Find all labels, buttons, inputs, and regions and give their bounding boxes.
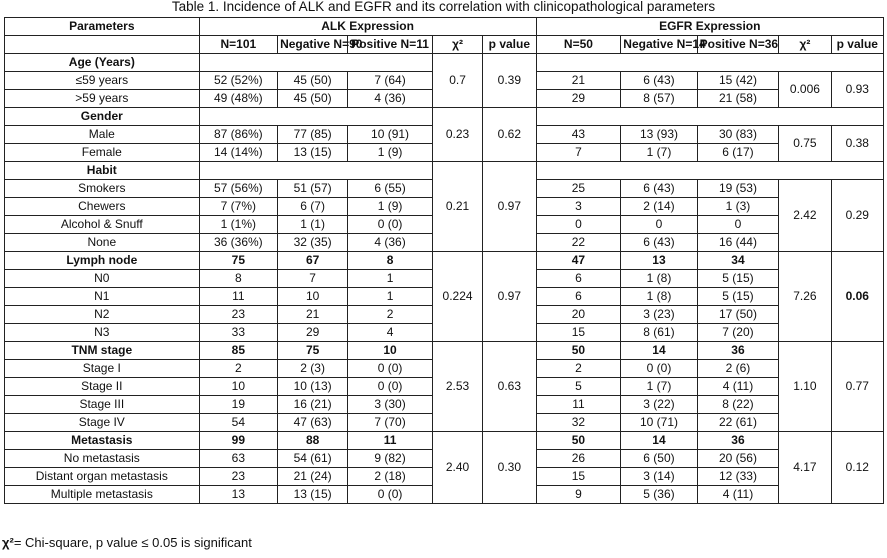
alk-positive-cell: 10 (91) — [348, 126, 433, 144]
alk-n-cell: 19 — [199, 396, 277, 414]
egfr-positive-cell: 6 (17) — [697, 144, 779, 162]
egfr-positive-cell: 22 (61) — [697, 414, 779, 432]
alk-p-value: 0.39 — [483, 54, 536, 108]
alk-n-cell: 11 — [199, 288, 277, 306]
alk-n-cell: 14 (14%) — [199, 144, 277, 162]
section-egfr-blank — [536, 162, 883, 180]
section-alk-total: 99 — [199, 432, 277, 450]
egfr-chi-square-value: 7.26 — [779, 252, 831, 342]
alk-negative-cell: 7 — [278, 270, 348, 288]
header-egfr-p-value: p value — [831, 36, 883, 54]
alk-chi-square-value: 0.23 — [432, 108, 482, 162]
egfr-negative-cell: 1 (7) — [621, 378, 697, 396]
alk-negative-cell: 13 (15) — [278, 486, 348, 504]
egfr-negative-cell: 0 — [621, 216, 697, 234]
alk-positive-cell: 1 (9) — [348, 144, 433, 162]
footnote — [2, 535, 252, 551]
row-label: Male — [5, 126, 200, 144]
egfr-positive-cell: 15 (42) — [697, 72, 779, 90]
section-title: TNM stage — [5, 342, 200, 360]
footnote-symbol: χ² — [2, 535, 14, 550]
egfr-n-cell: 25 — [536, 180, 621, 198]
egfr-negative-cell: 5 (36) — [621, 486, 697, 504]
row-label: Stage II — [5, 378, 200, 396]
row-label: Smokers — [5, 180, 200, 198]
alk-n-cell: 63 — [199, 450, 277, 468]
alk-negative-cell: 6 (7) — [278, 198, 348, 216]
egfr-n-cell: 6 — [536, 270, 621, 288]
egfr-n-cell: 26 — [536, 450, 621, 468]
alk-n-cell: 54 — [199, 414, 277, 432]
section-egfr-total: 14 — [621, 342, 697, 360]
header-egfr-n: N=50 — [536, 36, 621, 54]
row-label: No metastasis — [5, 450, 200, 468]
egfr-p-value: 0.12 — [831, 432, 883, 504]
egfr-chi-square-value: 2.42 — [779, 180, 831, 252]
alk-negative-cell: 10 (13) — [278, 378, 348, 396]
alk-chi-square-value: 0.7 — [432, 54, 482, 108]
alk-positive-cell: 7 (70) — [348, 414, 433, 432]
egfr-n-cell: 15 — [536, 324, 621, 342]
section-header-row — [5, 108, 884, 126]
egfr-negative-cell: 1 (8) — [621, 288, 697, 306]
section-egfr-blank — [536, 54, 883, 72]
section-egfr-total: 36 — [697, 432, 779, 450]
egfr-negative-cell: 8 (57) — [621, 90, 697, 108]
section-alk-total: 11 — [348, 432, 433, 450]
egfr-negative-cell: 6 (43) — [621, 72, 697, 90]
alk-positive-cell: 2 (18) — [348, 468, 433, 486]
egfr-n-cell: 43 — [536, 126, 621, 144]
alk-positive-cell: 4 (36) — [348, 234, 433, 252]
section-egfr-total: 47 — [536, 252, 621, 270]
egfr-p-value: 0.29 — [831, 180, 883, 252]
row-label: Alcohol & Snuff — [5, 216, 200, 234]
alk-negative-cell: 32 (35) — [278, 234, 348, 252]
egfr-n-cell: 7 — [536, 144, 621, 162]
row-label: N0 — [5, 270, 200, 288]
alk-n-cell: 33 — [199, 324, 277, 342]
row-label: ≤59 years — [5, 72, 200, 90]
egfr-positive-cell: 1 (3) — [697, 198, 779, 216]
row-label: Distant organ metastasis — [5, 468, 200, 486]
egfr-n-cell: 0 — [536, 216, 621, 234]
egfr-positive-cell: 0 — [697, 216, 779, 234]
section-alk-blank — [199, 162, 432, 180]
header-alk-p-value: p value — [483, 36, 536, 54]
alk-n-cell: 87 (86%) — [199, 126, 277, 144]
alk-n-cell: 1 (1%) — [199, 216, 277, 234]
egfr-n-cell: 21 — [536, 72, 621, 90]
egfr-n-cell: 6 — [536, 288, 621, 306]
results-table — [4, 17, 884, 504]
alk-n-cell: 8 — [199, 270, 277, 288]
section-header-row — [5, 432, 884, 450]
section-egfr-total: 50 — [536, 342, 621, 360]
egfr-n-cell: 32 — [536, 414, 621, 432]
alk-negative-cell: 10 — [278, 288, 348, 306]
alk-positive-cell: 1 — [348, 288, 433, 306]
alk-positive-cell: 3 (30) — [348, 396, 433, 414]
header-egfr-expression: EGFR Expression — [536, 18, 883, 36]
section-alk-total: 75 — [278, 342, 348, 360]
egfr-negative-cell: 6 (43) — [621, 234, 697, 252]
header-alk-n: N=101 — [199, 36, 277, 54]
row-label: Stage III — [5, 396, 200, 414]
egfr-negative-cell: 2 (14) — [621, 198, 697, 216]
egfr-positive-cell: 16 (44) — [697, 234, 779, 252]
egfr-positive-cell: 21 (58) — [697, 90, 779, 108]
alk-positive-cell: 7 (64) — [348, 72, 433, 90]
egfr-negative-cell: 6 (50) — [621, 450, 697, 468]
egfr-positive-cell: 30 (83) — [697, 126, 779, 144]
header-empty — [5, 36, 200, 54]
egfr-n-cell: 15 — [536, 468, 621, 486]
row-label: Stage I — [5, 360, 200, 378]
row-label: >59 years — [5, 90, 200, 108]
alk-negative-cell: 51 (57) — [278, 180, 348, 198]
section-alk-total: 75 — [199, 252, 277, 270]
egfr-negative-cell: 8 (61) — [621, 324, 697, 342]
egfr-negative-cell: 3 (14) — [621, 468, 697, 486]
alk-positive-cell: 0 (0) — [348, 486, 433, 504]
egfr-n-cell: 5 — [536, 378, 621, 396]
alk-chi-square-value: 2.53 — [432, 342, 482, 432]
alk-negative-cell: 45 (50) — [278, 90, 348, 108]
alk-negative-cell: 45 (50) — [278, 72, 348, 90]
egfr-n-cell: 9 — [536, 486, 621, 504]
header-row-groups — [5, 18, 884, 36]
egfr-negative-cell: 3 (23) — [621, 306, 697, 324]
section-title: Gender — [5, 108, 200, 126]
row-label: N1 — [5, 288, 200, 306]
egfr-p-value: 0.06 — [831, 252, 883, 342]
section-title: Metastasis — [5, 432, 200, 450]
egfr-n-cell: 22 — [536, 234, 621, 252]
alk-n-cell: 10 — [199, 378, 277, 396]
section-alk-blank — [199, 108, 432, 126]
egfr-n-cell: 3 — [536, 198, 621, 216]
alk-negative-cell: 13 (15) — [278, 144, 348, 162]
egfr-positive-cell: 19 (53) — [697, 180, 779, 198]
section-egfr-total: 36 — [697, 342, 779, 360]
header-alk-positive: Positive N=11 — [348, 36, 433, 54]
row-label: Chewers — [5, 198, 200, 216]
egfr-negative-cell: 1 (8) — [621, 270, 697, 288]
egfr-chi-square-value: 4.17 — [779, 432, 831, 504]
section-egfr-total: 34 — [697, 252, 779, 270]
table-body — [5, 54, 884, 504]
alk-p-value: 0.97 — [483, 162, 536, 252]
egfr-p-value: 0.77 — [831, 342, 883, 432]
row-label: Multiple metastasis — [5, 486, 200, 504]
header-alk-expression: ALK Expression — [199, 18, 536, 36]
egfr-chi-square-value: 0.006 — [779, 72, 831, 108]
alk-n-cell: 2 — [199, 360, 277, 378]
egfr-negative-cell: 0 (0) — [621, 360, 697, 378]
alk-positive-cell: 1 (9) — [348, 198, 433, 216]
alk-negative-cell: 2 (3) — [278, 360, 348, 378]
alk-n-cell: 7 (7%) — [199, 198, 277, 216]
alk-chi-square-value: 0.21 — [432, 162, 482, 252]
egfr-positive-cell: 12 (33) — [697, 468, 779, 486]
alk-positive-cell: 6 (55) — [348, 180, 433, 198]
section-alk-blank — [199, 54, 432, 72]
row-label: N2 — [5, 306, 200, 324]
egfr-negative-cell: 10 (71) — [621, 414, 697, 432]
alk-positive-cell: 0 (0) — [348, 360, 433, 378]
egfr-positive-cell: 7 (20) — [697, 324, 779, 342]
alk-n-cell: 52 (52%) — [199, 72, 277, 90]
alk-positive-cell: 9 (82) — [348, 450, 433, 468]
section-title: Habit — [5, 162, 200, 180]
egfr-p-value: 0.38 — [831, 126, 883, 162]
egfr-positive-cell: 17 (50) — [697, 306, 779, 324]
row-label: N3 — [5, 324, 200, 342]
alk-chi-square-value: 2.40 — [432, 432, 482, 504]
section-title: Age (Years) — [5, 54, 200, 72]
egfr-n-cell: 2 — [536, 360, 621, 378]
alk-negative-cell: 54 (61) — [278, 450, 348, 468]
header-alk-negative: Negative N=90 — [278, 36, 348, 54]
header-egfr-chi-square: χ² — [779, 36, 831, 54]
egfr-positive-cell: 5 (15) — [697, 270, 779, 288]
alk-n-cell: 49 (48%) — [199, 90, 277, 108]
alk-negative-cell: 1 (1) — [278, 216, 348, 234]
header-alk-chi-square: χ² — [432, 36, 482, 54]
alk-negative-cell: 77 (85) — [278, 126, 348, 144]
footnote-text: = Chi-square, p value ≤ 0.05 is significant — [13, 535, 252, 550]
egfr-negative-cell: 6 (43) — [621, 180, 697, 198]
section-alk-total: 10 — [348, 342, 433, 360]
section-egfr-total: 50 — [536, 432, 621, 450]
egfr-negative-cell: 13 (93) — [621, 126, 697, 144]
egfr-n-cell: 29 — [536, 90, 621, 108]
header-parameters: Parameters — [5, 18, 200, 36]
section-title: Lymph node — [5, 252, 200, 270]
alk-n-cell: 57 (56%) — [199, 180, 277, 198]
row-label: Female — [5, 144, 200, 162]
section-alk-total: 67 — [278, 252, 348, 270]
alk-negative-cell: 21 — [278, 306, 348, 324]
alk-positive-cell: 4 (36) — [348, 90, 433, 108]
table-caption: Table 1. Incidence of ALK and EGFR and its correlation with clinicopathological parameters — [171, 0, 716, 14]
egfr-positive-cell: 4 (11) — [697, 378, 779, 396]
section-header-row — [5, 252, 884, 270]
alk-p-value: 0.30 — [483, 432, 536, 504]
section-header-row — [5, 54, 884, 72]
alk-n-cell: 23 — [199, 468, 277, 486]
egfr-positive-cell: 20 (56) — [697, 450, 779, 468]
section-egfr-blank — [536, 108, 883, 126]
alk-negative-cell: 16 (21) — [278, 396, 348, 414]
section-egfr-total: 14 — [621, 432, 697, 450]
section-egfr-total: 13 — [621, 252, 697, 270]
header-egfr-positive: Positive N=36 — [697, 36, 779, 54]
alk-positive-cell: 4 — [348, 324, 433, 342]
egfr-n-cell: 11 — [536, 396, 621, 414]
egfr-chi-square-value: 0.75 — [779, 126, 831, 162]
section-header-row — [5, 162, 884, 180]
egfr-positive-cell: 4 (11) — [697, 486, 779, 504]
egfr-positive-cell: 5 (15) — [697, 288, 779, 306]
alk-negative-cell: 29 — [278, 324, 348, 342]
egfr-positive-cell: 2 (6) — [697, 360, 779, 378]
egfr-positive-cell: 8 (22) — [697, 396, 779, 414]
alk-negative-cell: 21 (24) — [278, 468, 348, 486]
egfr-p-value: 0.93 — [831, 72, 883, 108]
alk-positive-cell: 0 (0) — [348, 378, 433, 396]
egfr-negative-cell: 1 (7) — [621, 144, 697, 162]
egfr-chi-square-value: 1.10 — [779, 342, 831, 432]
egfr-negative-cell: 3 (22) — [621, 396, 697, 414]
header-row-columns — [5, 36, 884, 54]
alk-chi-square-value: 0.224 — [432, 252, 482, 342]
row-label: None — [5, 234, 200, 252]
alk-positive-cell: 0 (0) — [348, 216, 433, 234]
alk-positive-cell: 1 — [348, 270, 433, 288]
alk-p-value: 0.63 — [483, 342, 536, 432]
row-label: Stage IV — [5, 414, 200, 432]
alk-n-cell: 23 — [199, 306, 277, 324]
alk-p-value: 0.97 — [483, 252, 536, 342]
section-header-row — [5, 342, 884, 360]
alk-p-value: 0.62 — [483, 108, 536, 162]
section-alk-total: 85 — [199, 342, 277, 360]
section-alk-total: 88 — [278, 432, 348, 450]
alk-n-cell: 13 — [199, 486, 277, 504]
alk-positive-cell: 2 — [348, 306, 433, 324]
section-alk-total: 8 — [348, 252, 433, 270]
header-egfr-negative: Negative N=14 — [621, 36, 697, 54]
alk-negative-cell: 47 (63) — [278, 414, 348, 432]
alk-n-cell: 36 (36%) — [199, 234, 277, 252]
egfr-n-cell: 20 — [536, 306, 621, 324]
